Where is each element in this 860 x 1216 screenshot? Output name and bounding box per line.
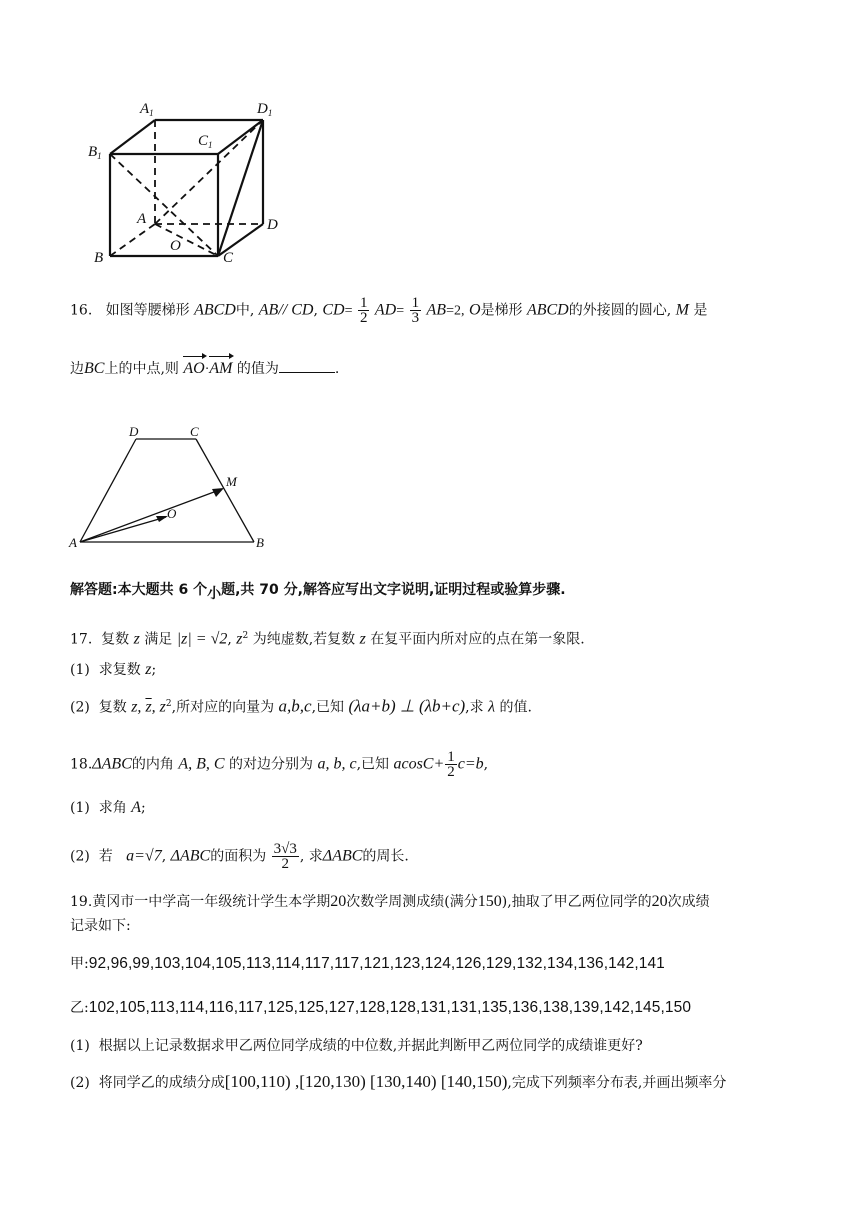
trap-label-o: O bbox=[167, 506, 177, 521]
vector-ao: AO bbox=[183, 360, 205, 377]
fraction-third: $\frac{1}{3}$ bbox=[411, 295, 420, 326]
cube-label-a: A bbox=[137, 211, 147, 227]
q17-part1: (1) 求复数 z; bbox=[70, 661, 157, 678]
q18-part1: (1) 求角 A; bbox=[70, 799, 146, 816]
q19-stem-line2: 记录如下: bbox=[70, 918, 131, 934]
cube-label-d1: $D_1$ bbox=[257, 101, 273, 118]
cube-figure bbox=[80, 96, 300, 266]
cube-label-d: D bbox=[267, 217, 278, 233]
section-heading: 解答题:本大题共 6 个小题,共 70 分,解答应写出文字说明,证明过程或验算步骤. bbox=[70, 582, 566, 602]
q19-yi-scores: 乙:102,105,113,114,116,117,125,125,127,128,128,131,131,135,136,138,139,142,145,150 bbox=[70, 999, 692, 1016]
trap-label-a: A bbox=[69, 535, 77, 550]
q19-stem-line1: 19.黄冈市一中学高一年级统计学生本学期20次数学周测成绩(满分150),抽取了甲乙两位同学的20次成绩 bbox=[70, 893, 710, 910]
cube-label-b1: $B_1$ bbox=[88, 144, 102, 161]
q19-part2: (2) 将同学乙的成绩分成[100,110) ,[120,130) [130,140) [140,150),完成下列频率分布表,并画出频率分 bbox=[70, 1072, 727, 1091]
trap-label-d: D bbox=[129, 424, 139, 439]
q17-part2: (2) 复数 z, $\overline{z}$, $z^2$,所对应的向量为 a,b,c,已知 (λa+b) ⊥ (λb+c),求 λ 的值. bbox=[70, 696, 532, 716]
trap-label-b: B bbox=[256, 535, 264, 550]
fraction-half: $\frac{1}{2}$ bbox=[359, 295, 368, 326]
q17-stem: 17. 复数 z 满足 |z| = √2, $z^2$ 为纯虚数,若复数 z 在复平面内所对应的点在第一象限. bbox=[70, 630, 585, 648]
cube-label-a1: $A_1$ bbox=[140, 101, 154, 118]
q19-jia-scores: 甲:92,96,99,103,104,105,113,114,117,117,121,123,124,126,129,132,134,136,142,141 bbox=[70, 955, 665, 972]
q18-part2: (2) 若 a=√7, ΔABC的面积为 $\frac{3√3}{2}$ , 求ΔABC的周长. bbox=[70, 841, 409, 872]
cube-label-c1: $C_1$ bbox=[198, 133, 213, 150]
q16-line1: 16. 如图等腰梯形 ABCD中, AB// CD, CD= $\frac{1}{2}$ AD= $\frac{1}{3}$ AB=2, O是梯形 ABCD的外接圆的圆心, M 是 bbox=[70, 295, 708, 326]
q19-part1: (1) 根据以上记录数据求甲乙两位同学成绩的中位数,并据此判断甲乙两位同学的成绩谁更好? bbox=[70, 1038, 643, 1054]
cube-label-o: O bbox=[170, 238, 181, 254]
q16-line2: 边BC上的中点,则 AO·AM 的值为 . bbox=[70, 360, 340, 377]
q18-stem: 18.ΔABC的内角 A, B, C 的对边分别为 a, b, c,已知 acosC+ $\frac{1}{2}$ c=b, bbox=[70, 749, 489, 780]
cube-label-b: B bbox=[94, 250, 104, 266]
trapezoid-figure bbox=[66, 422, 286, 557]
fraction-area: $\frac{3√3}{2}$ bbox=[273, 841, 297, 872]
cube-label-c: C bbox=[223, 250, 234, 266]
vector-am: AM bbox=[209, 360, 233, 377]
trap-label-c: C bbox=[190, 424, 199, 439]
answer-blank[interactable] bbox=[279, 358, 335, 373]
fraction-half-18: $\frac{1}{2}$ bbox=[447, 749, 455, 780]
trap-label-m: M bbox=[226, 474, 237, 489]
